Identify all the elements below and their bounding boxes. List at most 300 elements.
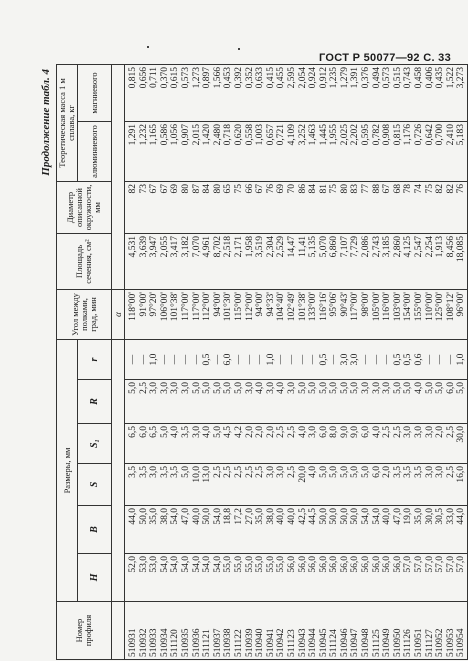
cell-r: 1,0 xyxy=(265,353,276,366)
cell-h: 55,0 xyxy=(255,556,266,573)
header-blank xyxy=(112,602,125,660)
cell-b: 38,0 xyxy=(159,508,170,525)
cell-r: 5,0 xyxy=(435,382,446,394)
cell-alum: 1,445 xyxy=(318,123,329,146)
cell-angle: 94°00' xyxy=(212,291,223,317)
cell-r: — xyxy=(170,354,181,365)
column-alum xyxy=(125,121,468,181)
cell-magn: 0,615 xyxy=(170,66,181,89)
cell-angle: 112°00' xyxy=(202,291,213,321)
cell-alum: 1,420 xyxy=(202,123,213,146)
cell-s1: 6,0 xyxy=(318,426,329,438)
cell-profile: 510935 xyxy=(180,628,191,657)
cell-s: 3,5 xyxy=(392,466,403,478)
cell-area: 7,070 xyxy=(191,235,202,258)
cell-r: 4,0 xyxy=(276,382,287,394)
cell-h: 56,0 xyxy=(286,556,297,573)
cell-r: — xyxy=(308,354,319,365)
cell-h: 56,0 xyxy=(392,556,403,573)
cell-h: 56,0 xyxy=(339,556,350,573)
cell-diameter: 76 xyxy=(456,183,467,194)
cell-s1: 4,0 xyxy=(297,426,308,438)
cell-s: 3,5 xyxy=(170,466,181,478)
cell-r: 5,0 xyxy=(191,382,202,394)
cell-b: 44,0 xyxy=(456,508,467,525)
cell-angle: 108°12' xyxy=(445,291,456,322)
cell-r: 5,0 xyxy=(297,382,308,394)
cell-diameter: 77 xyxy=(361,183,372,194)
cell-magn: 0,924 xyxy=(308,66,319,89)
cell-s: 2,5 xyxy=(244,466,255,478)
cell-s1: 2,0 xyxy=(435,426,446,438)
cell-profile: 510942 xyxy=(276,628,287,657)
cell-r: — xyxy=(445,354,456,365)
cell-profile: 511127 xyxy=(424,629,435,657)
cell-diameter: 81 xyxy=(318,183,329,194)
cell-alum: 0,718 xyxy=(223,123,234,146)
header-area: Площадь сечения, см² xyxy=(57,233,112,289)
cell-h: 57,0 xyxy=(456,556,467,573)
cell-h: 54,0 xyxy=(170,556,181,573)
cell-s: 3,5 xyxy=(138,466,149,478)
cell-diameter: 87 xyxy=(191,183,202,194)
cell-angle: 101°30' xyxy=(223,291,234,322)
cell-angle: 106°00' xyxy=(159,291,170,322)
cell-b: 50,0 xyxy=(350,508,361,525)
cell-diameter: 88 xyxy=(371,183,382,194)
cell-angle: 110°00' xyxy=(424,291,435,321)
cell-s1: 2,0 xyxy=(244,426,255,438)
cell-angle: 101°38' xyxy=(170,291,181,322)
cell-s1: 9,0 xyxy=(350,426,361,438)
rotated-table xyxy=(40,65,467,660)
cell-h: 56,0 xyxy=(329,556,340,573)
cell-profile: 510934 xyxy=(159,628,170,657)
cell-alum: 0,907 xyxy=(180,123,191,146)
cell-angle: 94°00' xyxy=(255,291,266,317)
cell-s: 2,5 xyxy=(233,466,244,478)
cell-area: 2,304 xyxy=(265,235,276,258)
cell-h: 56,0 xyxy=(308,556,319,573)
cell-magn: 0,573 xyxy=(180,66,191,89)
cell-s1: 3,0 xyxy=(424,426,435,438)
cell-angle: 91°00' xyxy=(138,291,149,317)
cell-b: 44,0 xyxy=(128,508,138,525)
cell-alum: 0,558 xyxy=(244,123,255,146)
cell-r: — xyxy=(435,354,446,365)
cell-alum: 0,908 xyxy=(382,123,393,146)
cell-profile: 511120 xyxy=(170,629,181,657)
cell-area: 1,958 xyxy=(244,235,255,258)
cell-b: 17,2 xyxy=(233,508,244,525)
cell-s: 3,0 xyxy=(265,466,276,478)
cell-b: 27,0 xyxy=(244,508,255,525)
column-angle xyxy=(125,289,468,339)
cell-h: 55,0 xyxy=(223,556,234,573)
cell-area: 2,860 xyxy=(392,235,403,258)
cell-h: 57,0 xyxy=(414,556,425,573)
cell-s: 3,0 xyxy=(149,466,160,478)
cell-diameter: 67 xyxy=(159,183,170,194)
column-s1 xyxy=(125,424,468,464)
cell-r: 5,0 xyxy=(308,382,319,394)
cell-area: 2,547 xyxy=(414,235,425,258)
cell-s1: 2,5 xyxy=(392,426,403,438)
cell-area: 11,41 xyxy=(297,235,308,258)
cell-magn: 0,458 xyxy=(414,66,425,89)
cell-angle: 116°16' xyxy=(318,291,329,321)
cell-profile: 510933 xyxy=(149,628,160,657)
header-b: B xyxy=(78,506,112,554)
cell-diameter: 66 xyxy=(244,183,255,194)
cell-s: 2,5 xyxy=(223,466,234,478)
cell-area: 2,055 xyxy=(159,235,170,258)
cell-magn: 1,279 xyxy=(339,66,350,89)
cell-diameter: 80 xyxy=(180,183,191,194)
cell-r: 3,0 xyxy=(286,382,297,394)
cell-area: 2,254 xyxy=(424,235,435,258)
cell-r: 3,0 xyxy=(180,382,191,394)
cell-alum: 2,480 xyxy=(212,123,223,146)
cell-r: 3,0 xyxy=(170,382,181,394)
cell-s1: 2,5 xyxy=(286,426,297,438)
cell-area: 18,085 xyxy=(456,235,467,263)
cell-diameter: 82 xyxy=(435,183,446,194)
cell-r: 4,0 xyxy=(414,382,425,394)
cell-r: 5,0 xyxy=(128,382,138,394)
cell-magn: 0,897 xyxy=(202,66,213,89)
cell-r: 5,0 xyxy=(318,382,329,394)
column-magn xyxy=(125,64,468,121)
cell-diameter: 80 xyxy=(212,183,223,194)
cell-magn: 0,453 xyxy=(223,66,234,89)
cell-b: 35,0 xyxy=(255,508,266,525)
cell-magn: 0,815 xyxy=(128,66,138,89)
cell-area: 3,185 xyxy=(382,235,393,258)
cell-s: 4,0 xyxy=(308,466,319,478)
cell-r: 5,0 xyxy=(392,382,403,394)
cell-r: — xyxy=(424,354,435,365)
cell-area: 2,086 xyxy=(361,235,372,258)
cell-profile: 510938 xyxy=(223,628,234,657)
column-r-small xyxy=(125,339,468,379)
cell-r: 5,0 xyxy=(339,382,350,394)
cell-alum: 1,232 xyxy=(138,123,149,146)
cell-diameter: 69 xyxy=(276,183,287,194)
cell-r: 5,0 xyxy=(329,382,340,394)
cell-b: 50,0 xyxy=(202,508,213,525)
cell-profile: 510939 xyxy=(244,628,255,657)
cell-b: 38,0 xyxy=(265,508,276,525)
cell-r: 5,0 xyxy=(424,382,435,394)
cell-area: 4,961 xyxy=(202,235,213,258)
cell-magn: 0,370 xyxy=(159,66,170,89)
cell-angle: 117°00' xyxy=(191,291,202,321)
cell-r: 3,0 xyxy=(159,382,170,394)
cell-r: — xyxy=(244,354,255,365)
cell-magn: 0,711 xyxy=(149,66,160,88)
cell-h: 57,0 xyxy=(435,556,446,573)
cell-s1: 6,5 xyxy=(128,426,138,438)
cell-s: 5,0 xyxy=(318,466,329,478)
cell-angle: 133°00' xyxy=(308,291,319,322)
cell-area: 3,417 xyxy=(170,235,181,258)
cell-magn: 1,391 xyxy=(350,66,361,89)
cell-profile: 511122 xyxy=(233,629,244,657)
cell-magn: 0,455 xyxy=(276,66,287,89)
cell-s: 3,0 xyxy=(435,466,446,478)
cell-s1: 2,5 xyxy=(382,426,393,438)
header-magn: магниевого xyxy=(78,64,112,121)
header-profile: Номер профиля xyxy=(57,602,112,660)
cell-b: 30,5 xyxy=(435,508,446,525)
cell-angle: 117°00' xyxy=(180,291,191,321)
cell-diameter: 78 xyxy=(403,183,414,194)
cell-r: 5,0 xyxy=(350,382,361,394)
cell-diameter: 76 xyxy=(265,183,276,194)
cell-s: 2,5 xyxy=(445,466,456,478)
cell-profile: 511121 xyxy=(202,629,213,657)
cell-profile: 511123 xyxy=(286,629,297,657)
header-s1: S₁ xyxy=(78,424,112,464)
cell-s1: 3,0 xyxy=(403,426,414,438)
cell-r: — xyxy=(329,354,340,365)
cell-b: 35,0 xyxy=(414,508,425,525)
cell-b: 33,0 xyxy=(445,508,456,525)
cell-r: 5,0 xyxy=(403,382,414,394)
cell-b: 50,0 xyxy=(339,508,350,525)
page-header: ГОСТ Р 50077—92 С. 33 xyxy=(319,52,451,64)
cell-magn: 2,595 xyxy=(286,66,297,89)
cell-profile: 510944 xyxy=(308,628,319,657)
scan-speck xyxy=(238,48,240,50)
cell-angle: 104°40' xyxy=(276,291,287,322)
cell-magn: 2,054 xyxy=(297,66,308,89)
cell-s: 5,0 xyxy=(329,466,340,478)
cell-r: — xyxy=(286,354,297,365)
cell-s: 10,0 xyxy=(191,466,202,483)
header-sizes: Размеры, мм xyxy=(57,339,78,601)
cell-diameter: 73 xyxy=(138,183,149,194)
cell-alum: 0,595 xyxy=(361,123,372,146)
header-angle-symbol: α xyxy=(112,289,125,339)
cell-r: — xyxy=(255,354,266,365)
cell-angle: 103°00' xyxy=(392,291,403,322)
cell-angle: 118°00' xyxy=(128,291,138,321)
cell-profile: 510936 xyxy=(191,628,202,657)
column-s xyxy=(125,464,468,506)
cell-area: 2,743 xyxy=(371,235,382,258)
cell-magn: 1,566 xyxy=(212,66,223,89)
header-h: H xyxy=(78,554,112,602)
cell-s1: 4,0 xyxy=(371,426,382,438)
cell-r: — xyxy=(361,354,372,365)
cell-profile: 510941 xyxy=(265,628,276,657)
cell-b: 18,8 xyxy=(223,508,234,525)
cell-h: 56,0 xyxy=(350,556,361,573)
cell-angle: 97°20' xyxy=(149,291,160,317)
cell-alum: 0,657 xyxy=(265,123,276,146)
cell-alum: 0,586 xyxy=(159,123,170,146)
header-mass: Теоретическая масса 1 м сплава, кг xyxy=(57,64,78,181)
cell-b: 42,5 xyxy=(297,508,308,525)
cell-area: 7,729 xyxy=(350,235,361,258)
cell-h: 56,0 xyxy=(297,556,308,573)
cell-profile: 510932 xyxy=(138,628,149,657)
cell-r: — xyxy=(233,354,244,365)
cell-b: 54,0 xyxy=(371,508,382,525)
cell-b: 19,0 xyxy=(403,508,414,525)
column-diameter xyxy=(125,181,468,233)
cell-b: 54,0 xyxy=(170,508,181,525)
cell-b: 40,0 xyxy=(191,508,202,525)
cell-b: 47,0 xyxy=(392,508,403,525)
cell-diameter: 86 xyxy=(297,183,308,194)
column-h xyxy=(125,554,468,602)
header-alum: алюминиевого xyxy=(78,121,112,181)
cell-alum: 1,165 xyxy=(149,123,160,146)
cell-r: 0,5 xyxy=(318,353,329,366)
cell-r: 3,0 xyxy=(350,353,361,366)
cell-s: 3,5 xyxy=(159,466,170,478)
cell-diameter: 80 xyxy=(339,183,350,194)
cell-profile: 510931 xyxy=(128,628,138,657)
cell-angle: 125°00' xyxy=(435,291,446,322)
cell-magn: 0,633 xyxy=(255,66,266,89)
cell-profile: 511126 xyxy=(403,629,414,657)
cell-diameter: 69 xyxy=(170,183,181,194)
cell-diameter: 83 xyxy=(350,183,361,194)
cell-profile: 511125 xyxy=(371,629,382,657)
cell-h: 54,0 xyxy=(191,556,202,573)
cell-s: 20,0 xyxy=(297,466,308,483)
cell-diameter: 82 xyxy=(128,183,138,194)
cell-r: 5,0 xyxy=(202,382,213,394)
cell-area: 3,519 xyxy=(255,235,266,258)
cell-h: 56,0 xyxy=(361,556,372,573)
cell-r: 0,5 xyxy=(202,353,213,366)
cell-h: 53,0 xyxy=(149,556,160,573)
cell-angle: 102°49' xyxy=(286,291,297,322)
cell-alum: 0,815 xyxy=(392,123,403,146)
cell-angle: 115°00' xyxy=(233,291,244,321)
cell-magn: 0,352 xyxy=(244,66,255,89)
cell-s1: 4,2 xyxy=(233,426,244,438)
cell-angle: 105°00' xyxy=(371,291,382,322)
cell-angle: 112°00' xyxy=(244,291,255,321)
column-b xyxy=(125,506,468,554)
cell-diameter: 75 xyxy=(424,183,435,194)
cell-s1: 2,5 xyxy=(445,426,456,438)
cell-area: 4,531 xyxy=(128,235,138,258)
cell-magn: 1,235 xyxy=(329,66,340,89)
cell-b: 44,5 xyxy=(308,508,319,525)
cell-area: 3,639 xyxy=(138,235,149,258)
cell-area: 7,107 xyxy=(339,235,350,258)
cell-profile: 510948 xyxy=(361,628,372,657)
cell-r: 0,6 xyxy=(414,353,425,366)
cell-s: 5,0 xyxy=(350,466,361,478)
header-r-small: r xyxy=(78,339,112,379)
cell-alum: 5,183 xyxy=(456,123,467,146)
cell-area: 14,47 xyxy=(286,235,297,258)
cell-h: 57,0 xyxy=(403,556,414,573)
cell-r: 3,0 xyxy=(361,382,372,394)
cell-s: 5,0 xyxy=(339,466,350,478)
cell-diameter: 67 xyxy=(255,183,266,194)
cell-r: 5,0 xyxy=(223,382,234,394)
cell-b: 40,0 xyxy=(276,508,287,525)
cell-magn: 0,743 xyxy=(403,66,414,89)
cell-h: 54,0 xyxy=(180,556,191,573)
cell-b: 50,0 xyxy=(318,508,329,525)
cell-h: 52,0 xyxy=(128,556,138,573)
cell-r: 1,0 xyxy=(456,353,467,366)
cell-magn: 0,656 xyxy=(138,66,149,89)
cell-angle: 154°00' xyxy=(403,291,414,322)
cell-h: 57,0 xyxy=(424,556,435,573)
cell-angle: 94°33' xyxy=(265,291,276,317)
cell-s1: 3,0 xyxy=(414,426,425,438)
cell-magn: 0,406 xyxy=(424,66,435,89)
cell-r: — xyxy=(138,354,149,365)
cell-alum: 1,176 xyxy=(403,123,414,146)
cell-area: 2,171 xyxy=(233,235,244,258)
cell-alum: 2,015 xyxy=(191,123,202,146)
cell-b: 54,0 xyxy=(212,508,223,525)
cell-h: 54,0 xyxy=(159,556,170,573)
cell-diameter: 84 xyxy=(308,183,319,194)
cell-alum: 1,463 xyxy=(308,123,319,146)
cell-area: 1,913 xyxy=(435,235,446,258)
cell-s1: 4,5 xyxy=(223,426,234,438)
cell-profile: 510951 xyxy=(414,628,425,657)
cell-r: 2,5 xyxy=(138,382,149,394)
cell-area: 3,947 xyxy=(149,235,160,258)
cell-area: 6,860 xyxy=(329,235,340,258)
cell-s1: 6,0 xyxy=(361,426,372,438)
cell-angle: 98°00' xyxy=(361,291,372,317)
cell-s1: 6,0 xyxy=(138,426,149,438)
cell-diameter: 75 xyxy=(233,183,244,194)
cell-r: — xyxy=(371,354,382,365)
cell-s: 2,0 xyxy=(382,466,393,478)
cell-r: 0,5 xyxy=(392,353,403,366)
cell-r: — xyxy=(382,354,393,365)
cell-r: 0,5 xyxy=(403,353,414,366)
cell-s1: 4,0 xyxy=(170,426,181,438)
cell-s: 16,0 xyxy=(456,466,467,483)
cell-h: 57,0 xyxy=(445,556,456,573)
cell-r: — xyxy=(159,354,170,365)
cell-magn: 3,273 xyxy=(456,66,467,89)
cell-s: 3,5 xyxy=(128,466,138,478)
cell-h: 54,0 xyxy=(202,556,213,573)
cell-h: 56,0 xyxy=(371,556,382,573)
cell-profile: 510952 xyxy=(435,628,446,657)
cell-angle: 101°38' xyxy=(297,291,308,322)
cell-b: 54,0 xyxy=(361,508,372,525)
cell-alum: 0,700 xyxy=(435,123,446,146)
cell-r: — xyxy=(297,354,308,365)
cell-r: 4,0 xyxy=(255,382,266,394)
cell-magn: 0,392 xyxy=(233,66,244,89)
cell-alum: 0,726 xyxy=(414,123,425,146)
cell-r: 3,0 xyxy=(339,353,350,366)
header-blank xyxy=(112,64,125,289)
cell-magn: 0,435 xyxy=(435,66,446,89)
cell-r: 6,0 xyxy=(445,382,456,394)
